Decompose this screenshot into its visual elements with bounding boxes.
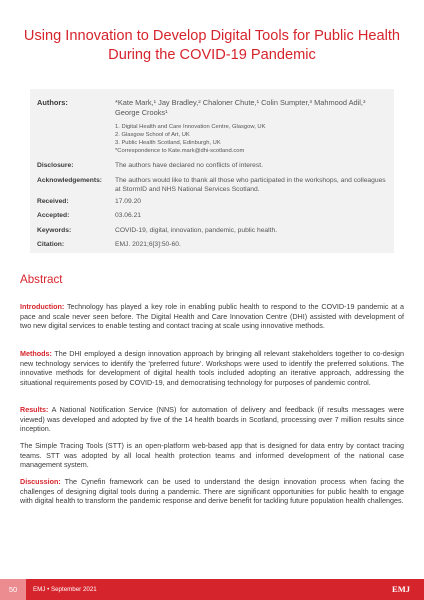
abstract-introduction: [20, 302, 404, 331]
methods-label: Methods:: [20, 349, 52, 358]
article-title: Using Innovation to Develop Digital Tools for Public Health During the COVID-19 Pandemic: [23, 28, 401, 63]
introduction-label: Introduction:: [20, 302, 65, 311]
page-footer: [0, 579, 424, 600]
abstract-stt-paragraph: The Simple Tracing Tools (STT) is an open-platform web-based app that is designed for data entry by contact tracing teams. STT was adopted by all local health protection teams and informed development of the national case management system.: [20, 441, 404, 469]
page-number: 50: [0, 579, 26, 600]
disclosure-label: Disclosure:: [37, 162, 74, 169]
abstract-results: [20, 405, 404, 434]
correspondence: *Correspondence to Kate.mark@dhi-scotland.com: [115, 148, 245, 154]
discussion-label: Discussion:: [20, 477, 61, 486]
authors-label: Authors:: [37, 98, 68, 107]
keywords-label: Keywords:: [37, 227, 72, 234]
abstract-discussion: [20, 477, 404, 506]
keywords-text: COVID-19, digital, innovation, pandemic, public health.: [115, 227, 278, 234]
received-label: Received:: [37, 198, 69, 205]
introduction-text: Technology has played a key role in enabling public health to respond to the COVID-19 pandemic at a pace and scale never seen before. The Digital Health and Care Innovation Centre (DHI) assisted with development of two new digital services to enable testing and contact tracing at scale using innovative methods.: [20, 302, 404, 330]
citation-text: EMJ. 2021;6[3]:50-60.: [115, 241, 181, 248]
journal-logo: EMJ: [392, 584, 410, 594]
affiliations: [115, 123, 385, 155]
affiliation-item: 1. Digital Health and Care Innovation Centre, Glasgow, UK: [115, 124, 266, 130]
discussion-text: The Cynefin framework can be used to understand the design innovation process when facing the challenges of designing digital tools during a pandemic. There are significant opportunities for public health to engage with digital health to transform the pandemic response and derive benefit for tackling future population health challenges.: [20, 477, 404, 505]
results-label: Results:: [20, 405, 49, 414]
methods-text: The DHI employed a design innovation approach by bringing all relevant stakeholders together to co-design new technology services to identify the 'preferred future'. Workshops were used to identify the preferred solutions. The innovative methods for development of digital health tools included adopting an iterative approach, addressing the situational requirements posed by COVID-19, and democratising technology for purposes of pandemic control.: [20, 349, 404, 387]
journal-issue: EMJ • September 2021: [33, 586, 97, 593]
affiliation-item: 2. Glasgow School of Art, UK: [115, 132, 190, 138]
disclosure-text: The authors have declared no conflicts of interest.: [115, 162, 263, 169]
accepted-date: 03.06.21: [115, 212, 142, 219]
acknowledgements-text: The authors would like to thank all those who participated in the workshops, and colleagues at StormID and NHS National Services Scotland.: [115, 177, 386, 193]
article-info-box: [30, 89, 394, 253]
accepted-label: Accepted:: [37, 212, 70, 219]
abstract-heading: Abstract: [20, 273, 63, 286]
received-date: 17.09.20: [115, 198, 142, 205]
affiliation-item: 3. Public Health Scotland, Edinburgh, UK: [115, 140, 221, 146]
acknowledgements-label: Acknowledgements:: [37, 177, 103, 184]
results-text: A National Notification Service (NNS) for automation of delivery and feedback (if results messages were viewed) was developed and adopted by five of the 14 health boards in Scotland, processing over 7 million results since inception.: [20, 405, 404, 433]
authors-list: *Kate Mark,¹ Jay Bradley,² Chaloner Chute,¹ Colin Sumpter,³ Mahmood Adil,³ George Crooks¹: [115, 98, 366, 117]
citation-label: Citation:: [37, 241, 65, 248]
abstract-methods: [20, 349, 404, 387]
